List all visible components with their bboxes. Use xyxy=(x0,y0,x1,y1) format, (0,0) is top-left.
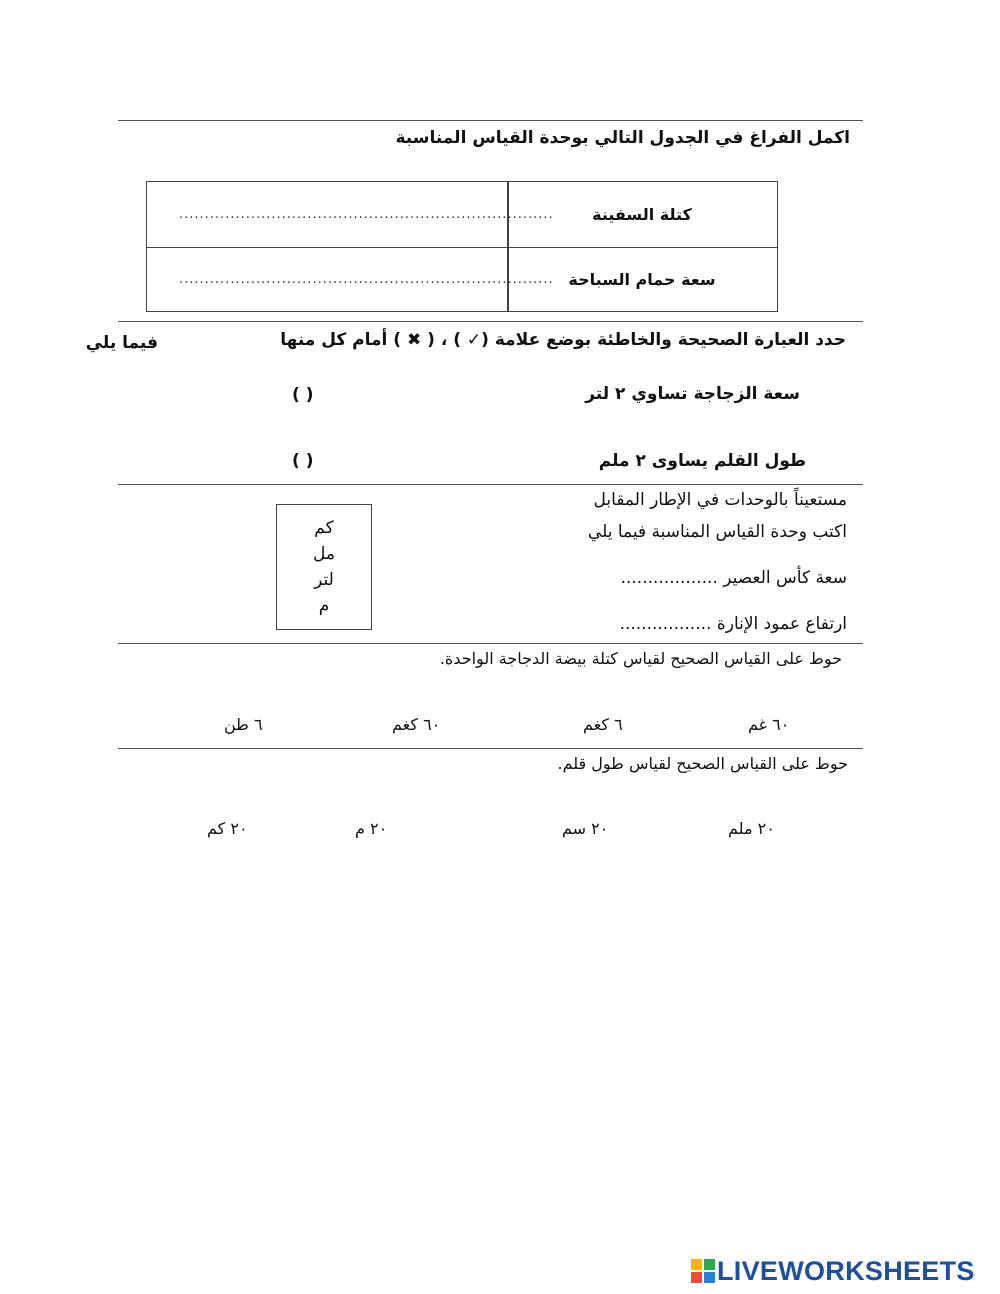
item-lamp-post[interactable]: ارتفاع عمود الإنارة ................. xyxy=(619,614,847,634)
unit-m: م xyxy=(318,596,330,616)
answer-box-bottle[interactable]: ( ) xyxy=(292,385,314,405)
answer-blank-pool-capacity[interactable]: ......................................................................... xyxy=(179,272,554,287)
section3-intro: مستعيناً بالوحدات في الإطار المقابل xyxy=(593,490,847,510)
divider-section4 xyxy=(118,643,863,644)
section2-instruction-line1: حدد العبارة الصحيحة والخاطئة بوضع علامة (✓ ) ، ( ✖ ) أمام كل منها xyxy=(280,330,846,350)
unit-table xyxy=(146,181,778,312)
unit-liter: لتر xyxy=(314,570,334,590)
option-pen-20cm[interactable]: ٢٠ سم xyxy=(562,819,609,838)
units-box xyxy=(276,504,372,630)
option-pen-20m[interactable]: ٢٠ م xyxy=(355,819,388,838)
table-row xyxy=(147,247,777,312)
answer-blank-ship-mass[interactable]: ......................................................................... xyxy=(179,207,554,222)
section5-instruction: حوط على القياس الصحيح لقياس طول قلم. xyxy=(557,754,848,773)
answer-box-pen[interactable]: ( ) xyxy=(292,451,314,471)
liveworksheets-logo-icon xyxy=(691,1259,715,1283)
divider-section3 xyxy=(118,484,863,485)
item-juice-glass[interactable]: سعة كأس العصير .................. xyxy=(620,568,847,588)
table-row-label: كتلة السفينة xyxy=(592,205,692,224)
unit-ml: مل xyxy=(313,544,335,564)
option-pen-20mm[interactable]: ٢٠ ملم xyxy=(728,819,775,838)
option-egg-60g[interactable]: ٦٠ غم xyxy=(748,715,790,734)
divider-section2 xyxy=(118,321,863,322)
table-row-label: سعة حمام السباحة xyxy=(568,270,716,289)
option-egg-60kg[interactable]: ٦٠ كغم xyxy=(392,715,441,734)
divider-section5 xyxy=(118,748,863,749)
section3-instruction: اكتب وحدة القياس المناسبة فيما يلي xyxy=(587,522,847,542)
liveworksheets-brand-text: LIVEWORKSHEETS xyxy=(717,1256,975,1286)
option-egg-6ton[interactable]: ٦ طن xyxy=(224,715,263,734)
option-pen-20km[interactable]: ٢٠ كم xyxy=(207,819,248,838)
unit-km: كم xyxy=(314,518,334,538)
divider-top xyxy=(118,120,863,121)
section1-instruction: اكمل الفراغ في الجدول التالي بوحدة القياس المناسبة xyxy=(395,128,850,148)
statement-pen: طول القلم يساوى ٢ ملم xyxy=(598,451,806,471)
option-egg-6kg[interactable]: ٦ كغم xyxy=(583,715,623,734)
section4-instruction: حوط على القياس الصحيح لقياس كتلة بيضة الدجاجة الواحدة. xyxy=(439,649,842,668)
statement-bottle: سعة الزجاجة تساوي ٢ لتر xyxy=(585,384,800,404)
table-row xyxy=(147,182,777,248)
